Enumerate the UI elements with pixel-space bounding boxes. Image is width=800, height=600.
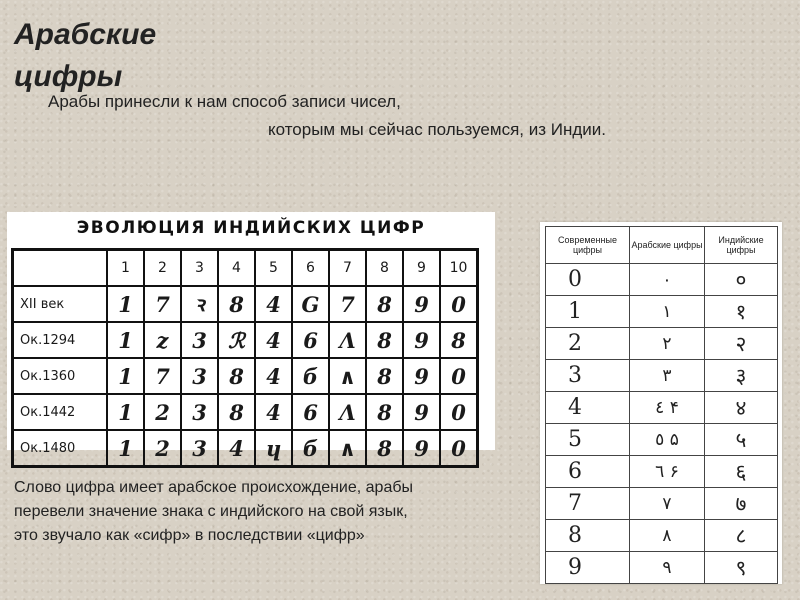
indian-digit-cell: १ (705, 296, 778, 328)
evolution-glyph-cell: ꝛ (181, 286, 218, 322)
evolution-column-header: 1 (107, 250, 144, 287)
evolution-glyph-cell: 4 (255, 322, 292, 358)
evolution-glyph-cell: ∧ (329, 358, 366, 394)
evolution-glyph-cell: 8 (366, 430, 403, 467)
arabic-digit-cell: ٩ (630, 552, 705, 584)
evolution-glyph-cell: 8 (218, 358, 255, 394)
evolution-column-header: 5 (255, 250, 292, 287)
digits-column-header: Современные цифры (546, 227, 630, 264)
evolution-row-label: Ок.1360 (13, 358, 108, 394)
evolution-glyph-cell: 7 (144, 358, 181, 394)
evolution-column-header: 8 (366, 250, 403, 287)
evolution-glyph-cell: 4 (255, 286, 292, 322)
evolution-glyph-cell: 0 (440, 394, 478, 430)
evolution-glyph-cell: 4 (218, 430, 255, 467)
digits-row (546, 392, 778, 424)
evolution-column-header: 7 (329, 250, 366, 287)
evolution-glyph-cell: 7 (329, 286, 366, 322)
arabic-digit-cell: ٢ (630, 328, 705, 360)
evolution-row-label: Ок.1442 (13, 394, 108, 430)
evolution-glyph-cell: 6 (292, 322, 329, 358)
intro-line-1: Арабы принесли к нам способ записи чисел, (48, 92, 401, 111)
evolution-glyph-cell: 2 (144, 430, 181, 467)
arabic-digit-cell: ٤ ۴ (630, 392, 705, 424)
evolution-glyph-cell: 4 (255, 358, 292, 394)
evolution-glyph-cell: G (292, 286, 329, 322)
evolution-glyph-cell: 3 (181, 430, 218, 467)
evolution-glyph-cell: 9 (403, 394, 440, 430)
modern-digit-cell: 2 (546, 328, 630, 360)
evolution-row (13, 286, 478, 322)
digits-row (546, 552, 778, 584)
modern-digit-cell: 0 (546, 264, 630, 296)
modern-digit-cell: 9 (546, 552, 630, 584)
footnote-line-1: Слово цифра имеет арабское происхождение, арабы (14, 479, 414, 496)
evolution-glyph-cell: 7 (144, 286, 181, 322)
evolution-header-row (13, 250, 478, 287)
digits-column-header: Индийские цифры (705, 227, 778, 264)
evolution-glyph-cell: 3 (181, 358, 218, 394)
digits-column-header: Арабские цифры (630, 227, 705, 264)
modern-digit-cell: 5 (546, 424, 630, 456)
evolution-table (11, 248, 479, 468)
evolution-column-header: 10 (440, 250, 478, 287)
evolution-glyph-cell: 0 (440, 430, 478, 467)
evolution-glyph-cell: 0 (440, 286, 478, 322)
evolution-glyph-cell: ∧ (329, 430, 366, 467)
arabic-digit-cell: ٠ (630, 264, 705, 296)
evolution-glyph-cell: 1 (107, 430, 144, 467)
modern-digit-cell: 6 (546, 456, 630, 488)
indian-digit-cell: ० (705, 264, 778, 296)
indian-digit-cell: ६ (705, 456, 778, 488)
evolution-glyph-cell: Λ (329, 394, 366, 430)
digits-row (546, 328, 778, 360)
digits-table-panel (540, 222, 782, 584)
evolution-glyph-cell: 1 (107, 358, 144, 394)
evolution-glyph-cell: 8 (366, 358, 403, 394)
digits-row (546, 424, 778, 456)
evolution-column-header: 3 (181, 250, 218, 287)
evolution-row (13, 322, 478, 358)
evolution-row (13, 394, 478, 430)
evolution-glyph-cell: 1 (107, 286, 144, 322)
digits-table (545, 226, 778, 584)
digits-row (546, 264, 778, 296)
evolution-glyph-cell: 8 (218, 286, 255, 322)
evolution-column-header: 6 (292, 250, 329, 287)
evolution-row-label: Ок.1294 (13, 322, 108, 358)
evolution-glyph-cell: Λ (329, 322, 366, 358)
evolution-glyph-cell: 3 (181, 394, 218, 430)
intro-line-2: которым мы сейчас пользуемся, из Индии. (268, 120, 606, 139)
evolution-glyph-cell: z (144, 322, 181, 358)
digits-row (546, 360, 778, 392)
evolution-glyph-cell: 9 (403, 358, 440, 394)
page-title: Арабские цифры (14, 18, 157, 93)
modern-digit-cell: 3 (546, 360, 630, 392)
evolution-column-header: 9 (403, 250, 440, 287)
evolution-row-label: XII век (13, 286, 108, 322)
evolution-glyph-cell: 8 (366, 322, 403, 358)
evolution-header-corner (13, 250, 108, 287)
evolution-glyph-cell: 1 (107, 394, 144, 430)
indian-digit-cell: ३ (705, 360, 778, 392)
evolution-glyph-cell: 2 (144, 394, 181, 430)
arabic-digit-cell: ٨ (630, 520, 705, 552)
arabic-digit-cell: ٣ (630, 360, 705, 392)
arabic-digit-cell: ٦ ۶ (630, 456, 705, 488)
evolution-table-panel (7, 212, 495, 461)
modern-digit-cell: 7 (546, 488, 630, 520)
evolution-column-header: 4 (218, 250, 255, 287)
evolution-row (13, 430, 478, 467)
evolution-glyph-cell: 0 (440, 358, 478, 394)
indian-digit-cell: ८ (705, 520, 778, 552)
evolution-glyph-cell: 8 (440, 322, 478, 358)
indian-digit-cell: ७ (705, 488, 778, 520)
evolution-glyph-cell: ℛ (218, 322, 255, 358)
evolution-glyph-cell: 3 (181, 322, 218, 358)
evolution-glyph-cell: б (292, 358, 329, 394)
digits-row (546, 456, 778, 488)
modern-digit-cell: 8 (546, 520, 630, 552)
evolution-glyph-cell: 1 (107, 322, 144, 358)
modern-digit-cell: 1 (546, 296, 630, 328)
evolution-glyph-cell: 9 (403, 322, 440, 358)
evolution-row (13, 358, 478, 394)
footnote (14, 476, 574, 548)
indian-digit-cell: ४ (705, 392, 778, 424)
evolution-glyph-cell: 8 (218, 394, 255, 430)
modern-digit-cell: 4 (546, 392, 630, 424)
indian-digit-cell: ५ (705, 424, 778, 456)
evolution-glyph-cell: б (292, 430, 329, 467)
digits-row (546, 296, 778, 328)
evolution-table-heading: ЭВОЛЮЦИЯ ИНДИЙСКИХ ЦИФР (76, 218, 426, 238)
evolution-column-header: 2 (144, 250, 181, 287)
evolution-glyph-cell: 6 (292, 394, 329, 430)
digits-header-row (546, 227, 778, 264)
digits-row (546, 520, 778, 552)
evolution-glyph-cell: 9 (403, 286, 440, 322)
evolution-glyph-cell: 8 (366, 286, 403, 322)
digits-row (546, 488, 778, 520)
evolution-glyph-cell: 4 (255, 394, 292, 430)
footnote-line-3: это звучало как «сифр» в последствии «цифр» (14, 527, 365, 544)
footnote-line-2: перевели значение знака с индийского на свой язык, (14, 503, 408, 520)
arabic-digit-cell: ٧ (630, 488, 705, 520)
arabic-digit-cell: ١ (630, 296, 705, 328)
indian-digit-cell: २ (705, 328, 778, 360)
evolution-row-label: Ок.1480 (13, 430, 108, 467)
indian-digit-cell: ९ (705, 552, 778, 584)
arabic-digit-cell: ٥ ۵ (630, 424, 705, 456)
evolution-glyph-cell: 9 (403, 430, 440, 467)
evolution-glyph-cell: 8 (366, 394, 403, 430)
evolution-glyph-cell: ɥ (255, 430, 292, 467)
